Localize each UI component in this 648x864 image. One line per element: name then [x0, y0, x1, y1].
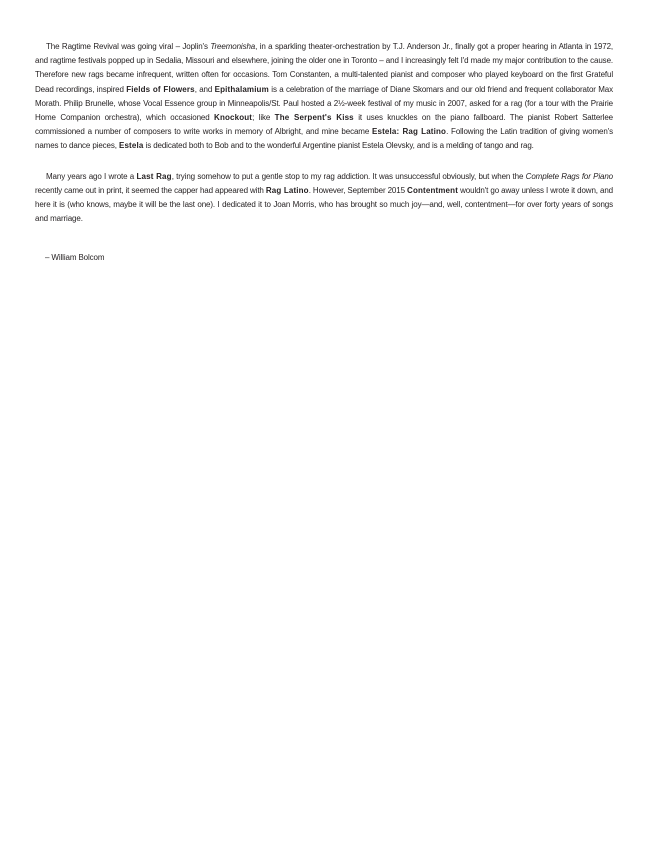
liner-notes-text — [35, 40, 613, 266]
author-signature: – William Bolcom — [45, 253, 105, 263]
paragraph-last-rag: Many years ago I wrote a Last Rag, trying somehow to put a gentle stop to my rag addiction. It was unsuccessful obviously, but when the Complete Rags for Piano recently came out in print, it seemed the capper had appeared with Rag Latino. However, September 2015 Contentment wouldn't go away unless I wrote it down, and here it is (who knows, maybe it will be the last one). I dedicated it to Joan Morris, who has brought so much joy—and, well, contentment—for over forty years of songs and marriage. — [35, 171, 614, 224]
paragraphs — [35, 40, 613, 226]
paragraph-ragtime-revival: The Ragtime Revival was going viral – Joplin's Treemonisha, in a sparkling theater-orchestration by T.J. Anderson Jr., finally got a proper hearing in Atlanta in 1972, and ragtime festivals popped up in Sedalia, Missouri and elsewhere, joining the older one in Toronto – and I increasingly felt I'd made my major contribution to the cause. Therefore new rags became infrequent, written often for occasions. Tom Constanten, a multi-talented pianist and composer who played keyboard on the first Grateful Dead recordings, inspired Fields of Flowers, and Epithalamium is a celebration of the marriage of Diane Skomars and our old friend and frequent collaborator Max Morath. Philip Brunelle, whose Vocal Essence group in Minneapolis/St. Paul hosted a 2½-week festival of my music in 2007, asked for a rag (for a tour with the Prairie Home Companion orchestra), which occasioned Knockout; like The Serpent's Kiss it uses knuckles on the piano fallboard. The pianist Robert Satterlee commissioned a number of composers to write works in memory of Albright, and mine became Estela: Rag Latino. Following the Latin tradition of giving women's names to dance pieces, Estela is dedicated both to Bob and to the wonderful Argentine pianist Estela Olevsky, and is a melding of tango and rag. — [35, 42, 614, 151]
